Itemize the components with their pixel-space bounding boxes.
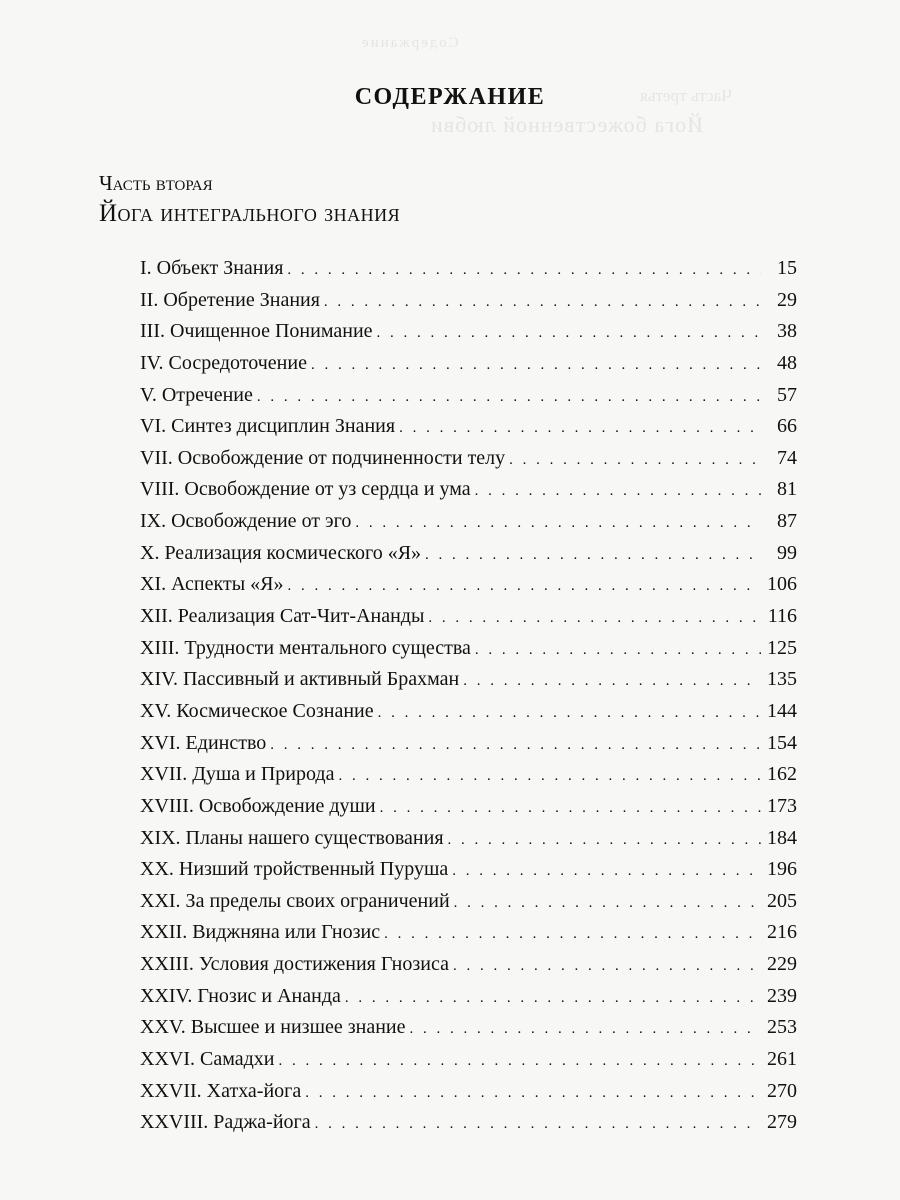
dot-leader [270,737,761,754]
toc-entry-page: 135 [767,668,797,691]
dot-leader [448,832,761,849]
toc-entry [140,732,797,764]
toc-entry [140,890,797,922]
toc-entry-title: XXIV. Гнозис и Ананда [140,984,341,1007]
toc-entry [140,447,797,479]
toc-entry-title: XXIII. Условия достижения Гнозиса [140,953,449,976]
toc-entry-title: XXI. За пределы своих ограничений [140,889,450,912]
toc-entry [140,637,797,669]
toc-entry-page: 196 [767,858,797,881]
toc-entry-page: 216 [767,921,797,944]
toc-entry [140,763,797,795]
toc-entry-title: XV. Космическое Сознание [140,699,374,722]
toc-entry [140,668,797,700]
dot-leader [345,990,761,1007]
toc-entry [140,605,797,637]
toc-entry [140,827,797,859]
toc-entry-page: 116 [767,605,797,628]
dot-leader [311,357,761,374]
toc-entry [140,858,797,890]
toc-entry [140,320,797,352]
dot-leader [428,610,761,627]
dot-leader [257,389,761,406]
toc-entry-title: XXVI. Самадхи [140,1048,275,1071]
dot-leader [305,1085,761,1102]
toc-entry-page: 144 [767,699,797,722]
toc-entry [140,1111,797,1143]
toc-entry-page: 253 [767,1016,797,1039]
toc-entry-title: XIX. Планы нашего существования [140,826,444,849]
dot-leader [425,547,761,564]
toc-entry [140,700,797,732]
dot-leader [287,578,761,595]
toc-entry-page: 66 [777,415,797,438]
toc-entry-page: 81 [777,478,797,501]
toc-entry-title: VI. Синтез дисциплин Знания [140,415,396,438]
dot-leader [377,325,761,342]
dot-leader [315,1116,761,1133]
toc-entry-title: XXVIII. Раджа-йога [140,1111,311,1134]
dot-leader [453,958,761,975]
bleed-through-part-label: Часть третья [640,86,733,105]
toc-entry-page: 154 [767,731,797,754]
dot-leader [380,800,761,817]
toc-entry-page: 74 [777,446,797,469]
toc-entry-page: 106 [767,573,797,596]
toc-entry-page: 15 [777,257,797,279]
toc-entry [140,478,797,510]
toc-entry-title: V. Отречение [140,383,253,406]
dot-leader [355,515,761,532]
dot-leader [463,673,761,690]
toc-entry-title: II. Обретение Знания [140,288,320,311]
bleed-through-running-head: Содержание [360,35,459,51]
dot-leader [324,294,761,311]
toc-entry [140,1048,797,1080]
bleed-through-part-title: Йога божественной любви [430,112,704,137]
dot-leader [475,483,761,500]
toc-entry [140,352,797,384]
toc-entry-title: IV. Сосредоточение [140,351,307,374]
toc-entry-title: XVIII. Освобождение души [140,794,376,817]
toc-entry-title: IX. Освобождение от эго [140,510,352,533]
toc-entry-page: 162 [767,763,797,786]
part-title: Йога интегрального знания [99,200,401,227]
toc-entry-title: XXV. Высшее и низшее знание [140,1016,406,1039]
toc-entry [140,985,797,1017]
toc-entry-page: 279 [767,1111,797,1134]
toc-entry-page: 87 [777,510,797,533]
toc-entry-page: 173 [767,794,797,817]
toc-entry-page: 99 [777,541,797,564]
toc-entry-page: 184 [767,826,797,849]
toc-entry-page: 205 [767,889,797,912]
toc-entry-title: XI. Аспекты «Я» [140,573,284,596]
toc-entry-page: 57 [777,383,797,406]
toc-entry-page: 229 [767,953,797,976]
dot-leader [384,926,761,943]
toc-entry-page: 48 [777,351,797,374]
toc-entry [140,510,797,542]
toc-entry-title: XIII. Трудности ментального существа [140,636,471,659]
toc-entry-title: XIV. Пассивный и активный Брахман [140,668,460,691]
toc-entry-title: X. Реализация космического «Я» [140,541,422,564]
toc-entry [140,257,797,289]
page-title: СОДЕРЖАНИЕ [354,84,546,110]
toc-entry-title: XVI. Единство [140,731,267,754]
toc-entry [140,1080,797,1112]
dot-leader [278,1053,761,1070]
toc-entry-page: 38 [777,320,797,343]
toc-entry [140,953,797,985]
toc-entry [140,573,797,605]
toc-entry-title: XXII. Виджняна или Гнозис [140,921,381,944]
dot-leader [378,705,761,722]
toc-entry-title: XVII. Душа и Природа [140,763,335,786]
toc-entry-title: XX. Низший тройственный Пуруша [140,858,449,881]
toc-entry [140,1016,797,1048]
toc-entry [140,795,797,827]
toc-entry-page: 239 [767,984,797,1007]
toc-entry-title: XXVII. Хатха-йога [140,1079,302,1102]
dot-leader [452,863,761,880]
dot-leader [454,895,761,912]
toc-entry-title: VII. Освобождение от подчиненности телу [140,446,506,469]
part-label: Часть вторая [99,171,213,195]
toc-entry-title: I. Объект Знания [140,257,284,279]
toc-entry [140,921,797,953]
toc-entry-title: XII. Реализация Сат-Чит-Ананды [140,605,425,628]
toc-entry-page: 125 [767,636,797,659]
dot-leader [338,768,761,785]
dot-leader [410,1021,762,1038]
toc-entry [140,384,797,416]
toc-entry-page: 29 [777,288,797,311]
dot-leader [399,420,761,437]
toc-entry-page: 270 [767,1079,797,1102]
toc-entry [140,289,797,321]
toc-entry [140,542,797,574]
toc-entry-page: 261 [767,1048,797,1071]
toc-entry-title: III. Очищенное Понимание [140,320,373,343]
toc-entry [140,415,797,447]
dot-leader [287,262,761,279]
dot-leader [509,452,761,469]
toc-entry-title: VIII. Освобождение от уз сердца и ума [140,478,471,501]
table-of-contents [140,257,797,1143]
dot-leader [475,642,761,659]
